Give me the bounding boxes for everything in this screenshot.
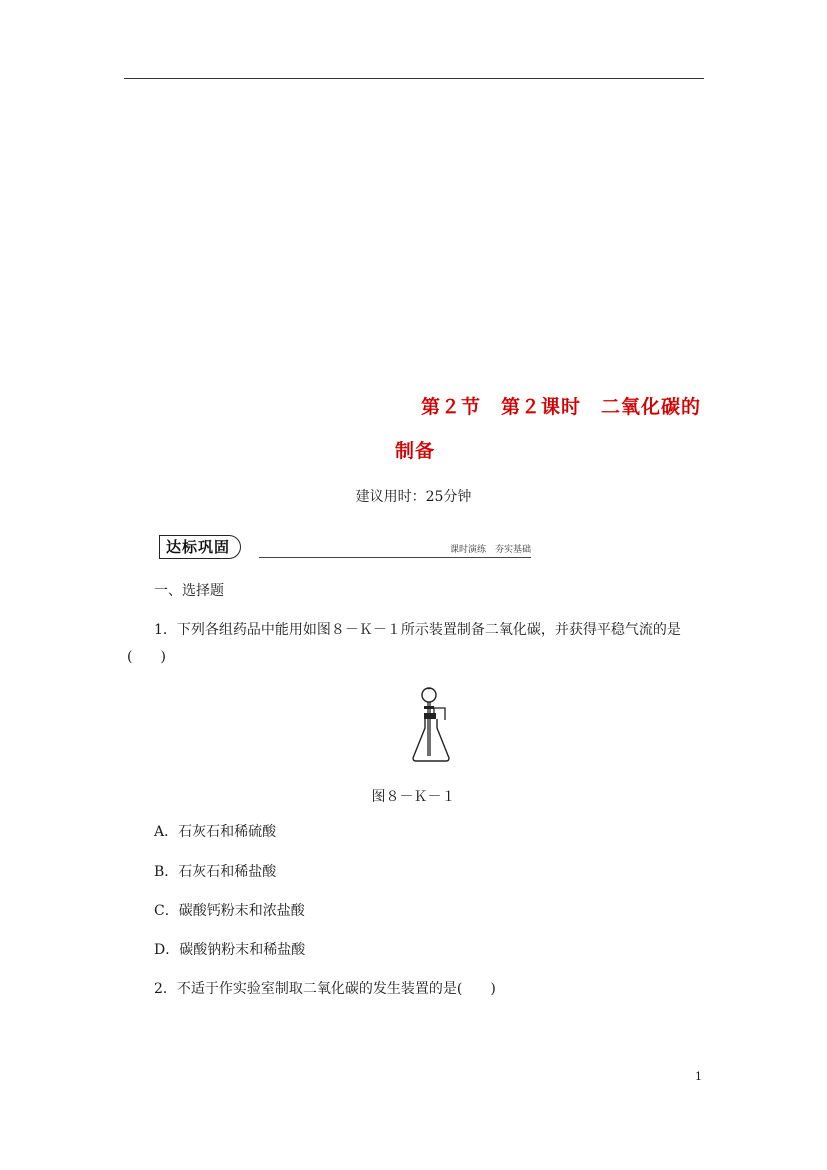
question-1-answer-blank: ( ): [127, 649, 166, 665]
option-c: C．碳酸钙粉末和浓盐酸: [154, 903, 305, 919]
option-d: D．碳酸钠粉末和稀盐酸: [154, 942, 306, 958]
banner-rule: [259, 557, 531, 558]
header-rule: [124, 78, 704, 79]
figure-caption: 图８－Ｋ－１: [371, 789, 456, 805]
option-a: A．石灰石和稀硫酸: [154, 824, 277, 840]
question-2-stem: 2．不适于作实验室制取二氧化碳的发生装置的是( ): [154, 981, 496, 997]
page-number: 1: [695, 1070, 702, 1083]
option-b: B．石灰石和稀盐酸: [154, 864, 277, 880]
suggested-time: 建议用时：25分钟: [355, 489, 472, 505]
banner-subtitle: 课时演练 夯实基础: [449, 545, 531, 555]
section-heading: 一、选择题: [154, 583, 224, 599]
separatory-funnel-flask-icon: [410, 686, 456, 762]
banner-label: 达标巩固: [159, 535, 241, 559]
lesson-title-line1: 第２节 第２课时 二氧化碳的: [420, 396, 701, 418]
lesson-title-line2: 制备: [395, 440, 436, 462]
question-1-stem: 1．下列各组药品中能用如图８－Ｋ－１所示装置制备二氧化碳，并获得平稳气流的是: [154, 622, 681, 638]
section-banner: [159, 535, 531, 561]
